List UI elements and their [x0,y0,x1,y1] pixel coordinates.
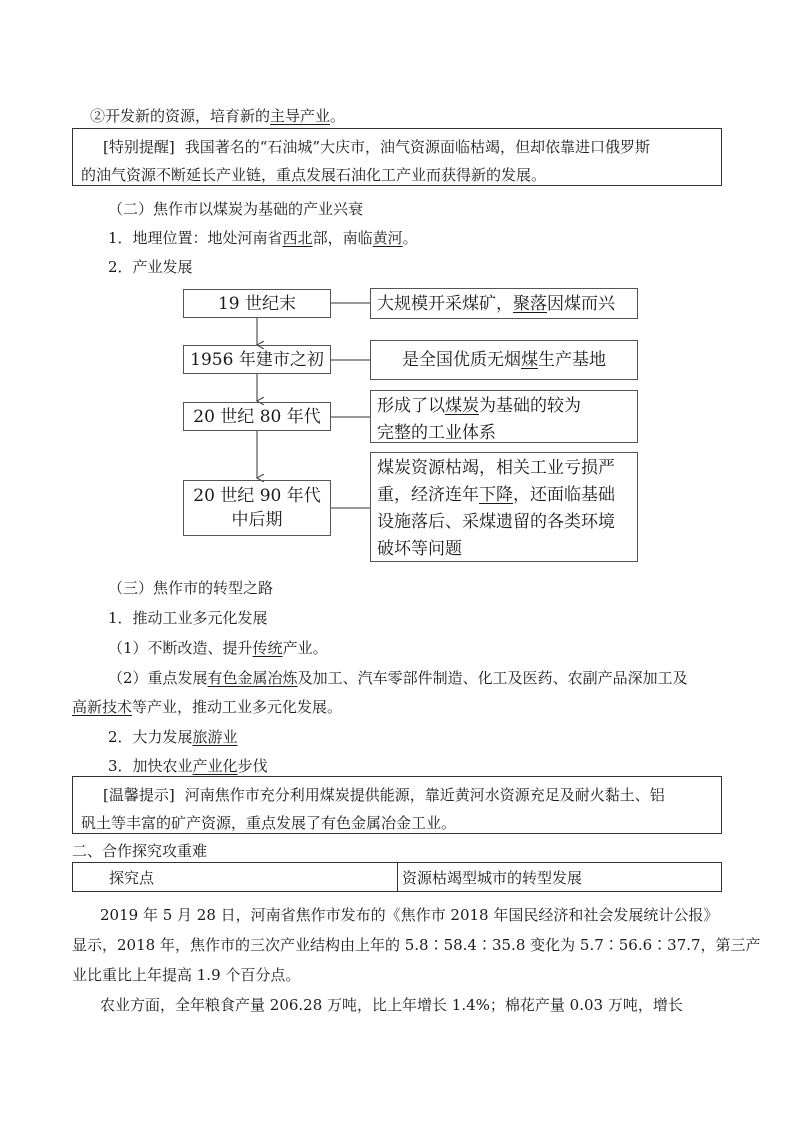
sub1-text: （1）不断改造、提升 [108,639,253,657]
desc2-suffix: 生产基地 [538,350,606,370]
body-p1-line1: 2019 年 5 月 28 日，河南省焦作市发布的《焦作市 2018 年国民经济和社会发展统计公报》 [100,906,719,924]
table-row [73,863,722,892]
special-reminder-text1: 我国著名的“石油城”大庆市，油气资源面临枯竭，但却依靠进口俄罗斯 [184,138,651,156]
section2-item2: 2．产业发展 [108,258,193,276]
desc4-underline: 下降 [479,485,513,505]
section3-item3 [108,756,268,776]
item3-underline: 产业化 [192,757,238,775]
body-p1-line2: 显示，2018 年，焦作市的三次产业结构由上年的 5.8∶58.4∶35.8 变化为 5.7∶56.6∶37.7，第三产 [72,936,761,954]
desc4-line2 [377,482,631,509]
sub1-suffix: 产业。 [282,639,328,657]
intro-text: ②开发新的资源，培育新的 [90,107,271,125]
desc1-suffix: 因煤而兴 [547,294,615,314]
desc3-underline: 煤炭 [445,396,479,416]
section3-sub1 [108,638,328,658]
item2-text: 2．大力发展 [108,728,193,746]
section3-item2 [108,727,238,747]
desc-19th-century [370,288,638,319]
desc1-text: 大规模开采煤矿， [377,294,513,314]
warm-tip-line2: 矾土等丰富的矿产资源，重点发展了有色金属冶金工业。 [81,814,457,832]
desc1-underline: 聚落 [513,294,547,314]
item1-suffix: 。 [402,229,418,247]
desc-1990s [370,452,638,562]
probe-table [72,862,722,892]
desc3-line2: 完整的工业体系 [377,423,496,443]
probe-label-cell: 探究点 [73,863,398,892]
item1-mid: 部，南临 [312,229,373,247]
desc3-suffix: 为基础的较为 [479,396,581,416]
cooperation-title: 二、合作探究攻重难 [72,842,208,860]
item3-text: 3．加快农业 [108,757,193,775]
stage-1980s: 20 世纪 80 年代 [183,402,331,431]
body-p2-line1: 农业方面，全年粮食产量 206.28 万吨，比上年增长 1.4%；棉花产量 0.03 万吨，增长 [100,996,683,1014]
sub1-underline: 传统 [252,639,283,657]
warm-tip-line1 [81,781,713,809]
sub2-cont-text: 等产业，推动工业多元化发展。 [132,698,343,716]
section3-item1: 1．推动工业多元化发展 [108,609,268,627]
warm-tip-text1: 河南焦作市充分利用煤炭提供能源，靠近黄河水资源充足及耐火黏土、铝 [184,786,665,804]
item1-underline2: 黄河 [372,229,403,247]
stage-1990s [183,480,331,536]
desc2-text: 是全国优质无烟 [402,350,521,370]
stage-1990s-line2: 中后期 [231,510,283,530]
desc3-text: 形成了以 [377,396,445,416]
intro-suffix: 。 [330,107,346,125]
sub2-underline: 有色金属冶炼 [207,669,298,687]
stage-19th-century: 19 世纪末 [183,289,331,318]
section3-sub2-cont [72,697,342,717]
intro-underline: 主导产业 [270,107,331,125]
probe-value-cell: 资源枯竭型城市的转型发展 [398,863,722,892]
sub2-text: （2）重点发展 [108,669,208,687]
stage-1990s-line1: 20 世纪 90 年代 [193,486,321,506]
desc4-suffix: ，还面临基础 [513,485,615,505]
sub2-cont-underline: 高新技术 [72,698,133,716]
desc2-underline: 煤 [521,350,538,370]
body-p1-line3: 业比重比上年提高 1.9 个百分点。 [72,966,301,984]
item2-underline: 旅游业 [192,728,238,746]
section3-title: （三）焦作市的转型之路 [108,579,274,597]
desc4-line1: 煤炭资源枯竭，相关工业亏损严 [377,458,615,478]
section3-sub2 [108,668,688,688]
desc-1956 [370,340,638,380]
desc4-line3: 设施落后、采煤遗留的各类环境 [377,512,615,532]
section2-title: （二）焦作市以煤炭为基础的产业兴衰 [108,200,364,218]
stage-1956: 1956 年建市之初 [183,345,331,374]
special-reminder-line2: 的油气资源不断延长产业链，重点发展石油化工产业而获得新的发展。 [81,166,547,184]
item1-text: 1．地理位置：地处河南省 [108,229,283,247]
desc-1980s [370,390,638,443]
special-reminder-label: [特别提醒] [103,138,175,156]
item3-suffix: 步伐 [237,757,268,775]
sub2-suffix: 及加工、汽车零部件制造、化工及医药、农副产品深加工及 [297,669,688,687]
desc3-line1 [377,393,631,420]
item1-underline1: 西北 [282,229,313,247]
warm-tip-box [72,776,722,834]
desc4-line4: 破坏等问题 [377,539,462,559]
desc4-text: 重，经济连年 [377,485,479,505]
warm-tip-label: [温馨提示] [103,786,175,804]
